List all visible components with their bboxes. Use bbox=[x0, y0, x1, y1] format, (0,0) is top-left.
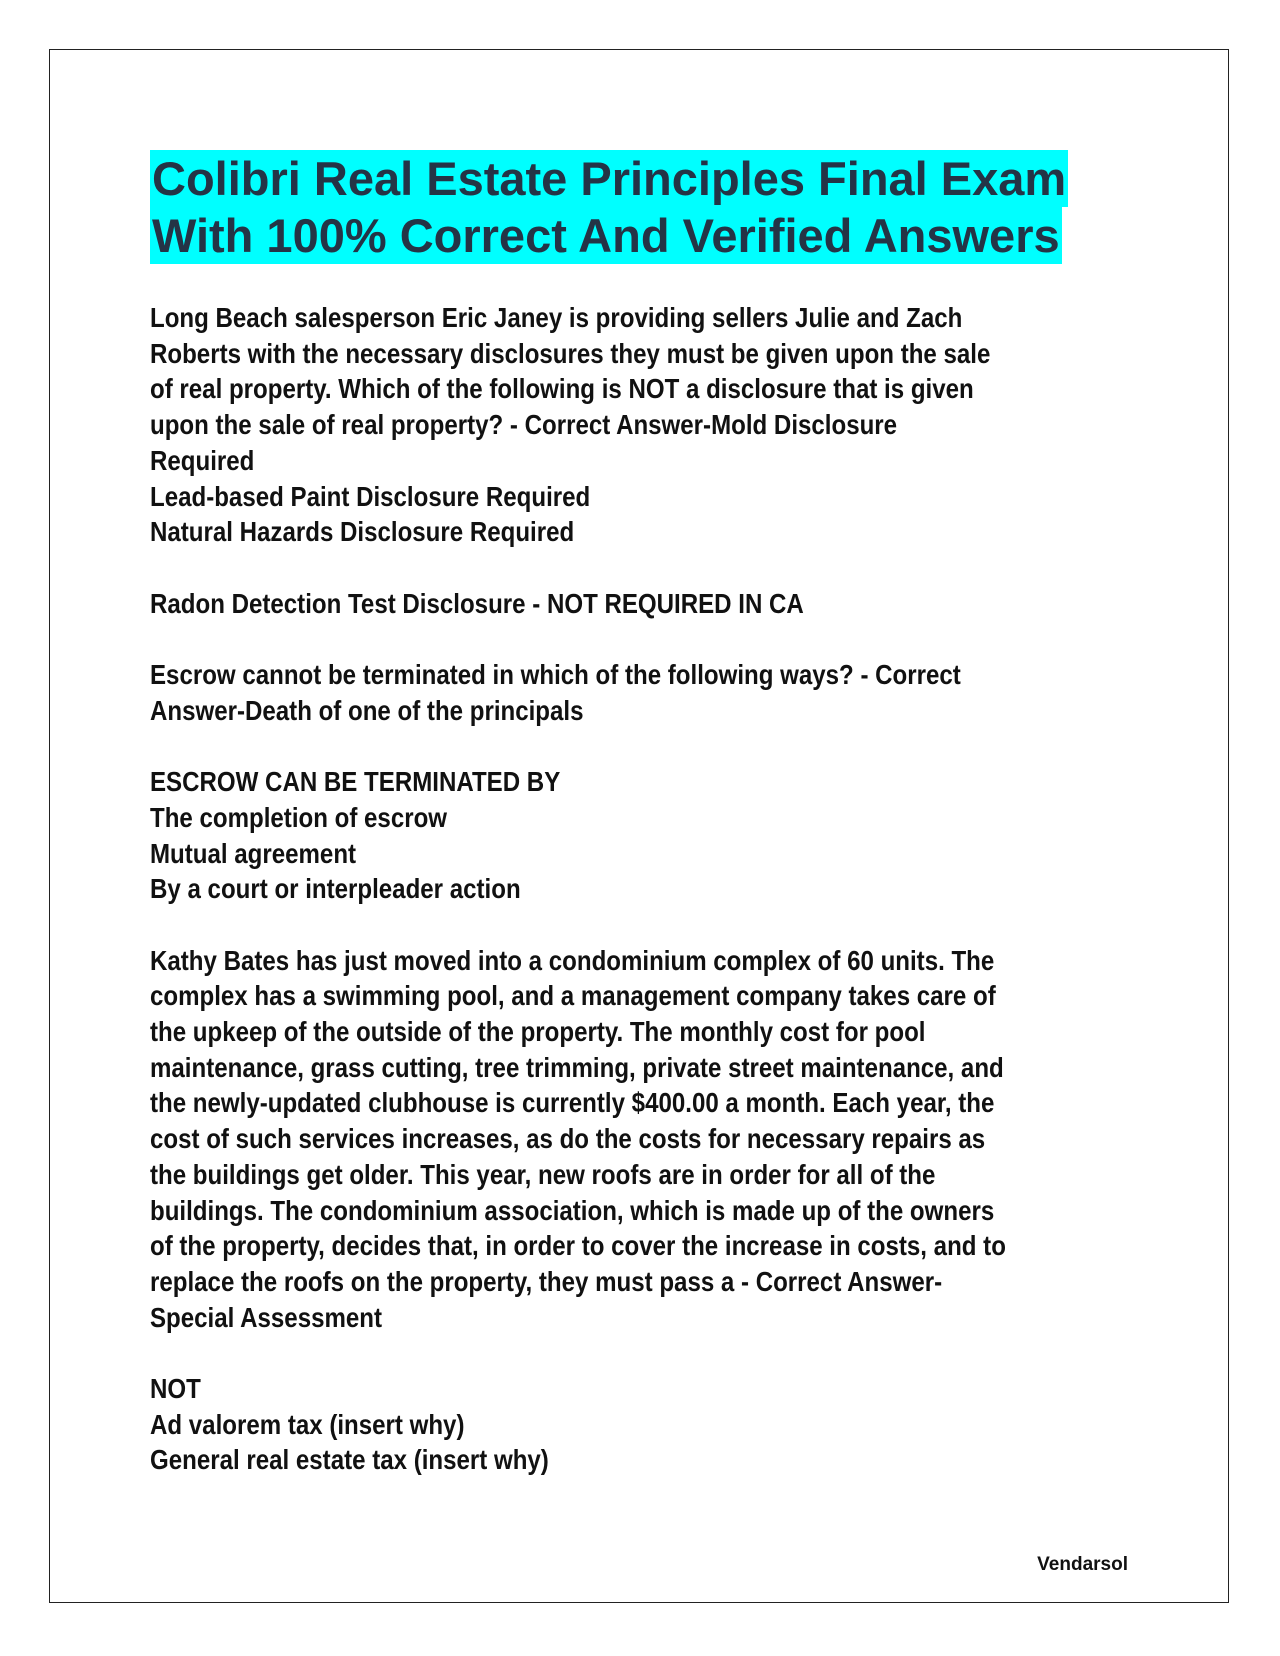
paragraph-gap bbox=[150, 728, 993, 764]
text-line: cost of such services increases, as do the costs for necessary repairs as bbox=[150, 1123, 986, 1155]
text-line: By a court or interpleader action bbox=[150, 873, 521, 905]
title-line-1: Colibri Real Estate Principles Final Exam bbox=[152, 152, 1067, 205]
document-body bbox=[150, 300, 1006, 1478]
text-line: Mutual agreement bbox=[150, 837, 357, 869]
paragraph-6 bbox=[150, 1371, 993, 1478]
text-line: of the property, decides that, in order to cover the increase in costs, and to bbox=[150, 1230, 1006, 1262]
text-line: the upkeep of the outside of the property. The monthly cost for pool bbox=[150, 1016, 926, 1047]
paragraph-5 bbox=[150, 943, 1006, 1336]
text-line: of real property. Which of the following is NOT a disclosure that is given bbox=[150, 373, 974, 405]
text-line: Long Beach salesperson Eric Janey is providing sellers Julie and Zach bbox=[150, 302, 963, 333]
text-line: NOT bbox=[150, 1373, 201, 1405]
text-line: buildings. The condominium association, which is made up of the owners bbox=[150, 1194, 995, 1226]
text-line: maintenance, grass cutting, tree trimming, private street maintenance, and bbox=[150, 1051, 1004, 1083]
text-line: Roberts with the necessary disclosures they must be given upon the sale bbox=[150, 337, 991, 369]
paragraph-gap bbox=[150, 1335, 993, 1371]
paragraph-gap bbox=[150, 550, 993, 586]
text-line: complex has a swimming pool, and a management company takes care of bbox=[150, 980, 996, 1012]
paragraph-1 bbox=[150, 300, 993, 550]
paragraph-gap bbox=[150, 621, 993, 657]
paragraph-gap bbox=[150, 907, 993, 943]
text-line: ESCROW CAN BE TERMINATED BY bbox=[150, 766, 561, 798]
title-line-2: With 100% Correct And Verified Answers bbox=[152, 209, 1060, 262]
footer-brand: Vendarsol bbox=[1037, 1554, 1128, 1575]
document-title bbox=[150, 150, 1140, 264]
paragraph-3 bbox=[150, 657, 993, 728]
text-line: General real estate tax (insert why) bbox=[150, 1444, 549, 1476]
text-line: the newly-updated clubhouse is currently $400.00 a month. Each year, the bbox=[150, 1087, 995, 1119]
text-line: Lead-based Paint Disclosure Required bbox=[150, 480, 591, 512]
text-line: The completion of escrow bbox=[150, 801, 448, 833]
text-line: Ad valorem tax (insert why) bbox=[150, 1408, 465, 1440]
text-line: upon the sale of real property? - Correct Answer-Mold Disclosure bbox=[150, 409, 898, 441]
text-line: Natural Hazards Disclosure Required bbox=[150, 516, 575, 548]
paragraph-2 bbox=[150, 586, 993, 622]
text-line: Answer-Death of one of the principals bbox=[150, 694, 584, 726]
text-line: Special Assessment bbox=[150, 1301, 383, 1333]
text-line: Required bbox=[150, 444, 255, 476]
text-line: Escrow cannot be terminated in which of the following ways? - Correct bbox=[150, 659, 961, 690]
text-line: the buildings get older. This year, new roofs are in order for all of the bbox=[150, 1158, 936, 1190]
text-line: replace the roofs on the property, they must pass a - Correct Answer- bbox=[150, 1265, 943, 1297]
text-line: Radon Detection Test Disclosure - NOT REQUIRED IN CA bbox=[150, 587, 804, 619]
paragraph-4 bbox=[150, 764, 993, 907]
text-line: Kathy Bates has just moved into a condominium complex of 60 units. The bbox=[150, 944, 995, 976]
